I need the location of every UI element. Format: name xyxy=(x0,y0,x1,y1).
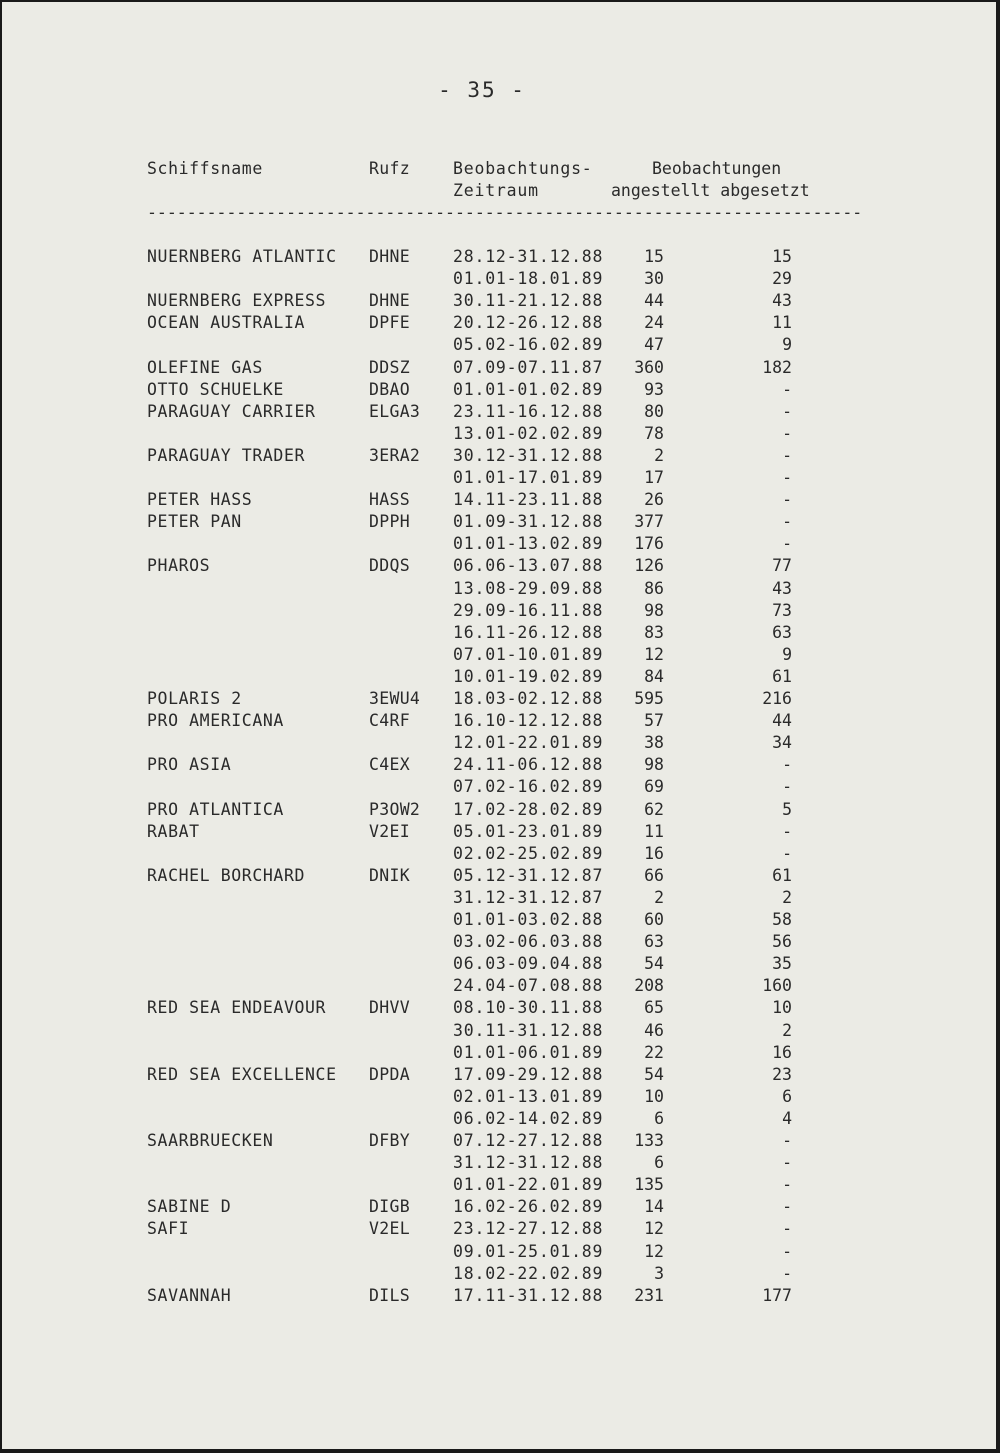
observations-made: 54 xyxy=(644,954,664,974)
observation-period: 02.02-25.02.89 xyxy=(453,843,604,863)
observations-sent: - xyxy=(782,423,792,443)
observation-period: 06.06-13.07.88 xyxy=(453,556,604,576)
observations-made: 12 xyxy=(644,1241,664,1261)
call-sign: 3EWU4 xyxy=(369,689,421,708)
observations-sent: 2 xyxy=(782,1020,792,1040)
observation-period: 30.11-21.12.88 xyxy=(453,291,604,311)
observations-made: 176 xyxy=(634,534,664,554)
observation-period: 16.02-26.02.89 xyxy=(453,1197,604,1217)
observations-made: 595 xyxy=(634,689,664,708)
observations-sent: - xyxy=(782,401,792,421)
observation-period: 01.01-13.02.89 xyxy=(453,534,604,554)
observations-sent: 44 xyxy=(772,711,792,731)
observation-period: 23.11-16.12.88 xyxy=(453,401,604,421)
observations-made: 44 xyxy=(644,291,664,311)
observations-made: 208 xyxy=(634,976,664,996)
observations-sent: 9 xyxy=(782,644,792,664)
call-sign: DPPH xyxy=(369,512,410,532)
observation-period: 10.01-19.02.89 xyxy=(453,666,604,686)
observations-sent: 4 xyxy=(782,1108,792,1128)
observations-sent: 177 xyxy=(762,1285,792,1305)
ship-name: RED SEA ENDEAVOUR xyxy=(147,998,327,1018)
observation-period: 18.02-22.02.89 xyxy=(453,1263,604,1283)
observations-made: 83 xyxy=(644,622,664,642)
observations-made: 78 xyxy=(644,423,664,443)
observations-made: 17 xyxy=(644,468,664,487)
call-sign: V2EL xyxy=(369,1219,410,1239)
observation-period: 01.01-18.01.89 xyxy=(453,269,604,289)
observations-sent: - xyxy=(782,821,792,841)
observation-period: 17.11-31.12.88 xyxy=(453,1285,604,1305)
ship-name: SAARBRUECKEN xyxy=(147,1131,274,1150)
observations-sent: 182 xyxy=(762,357,792,377)
observation-period: 28.12-31.12.88 xyxy=(453,247,604,266)
observation-period: 13.08-29.09.88 xyxy=(453,578,604,598)
observations-made: 38 xyxy=(644,733,664,753)
call-sign: C4EX xyxy=(369,755,410,775)
header-angestellt-abgesetzt: angestellt abgesetzt xyxy=(611,181,810,200)
ship-name: SAFI xyxy=(147,1219,190,1239)
observations-sent: - xyxy=(782,534,792,554)
observations-sent: 73 xyxy=(772,600,792,620)
observations-sent: - xyxy=(782,1131,792,1150)
observations-sent: 5 xyxy=(782,799,792,819)
observations-made: 63 xyxy=(644,932,664,952)
call-sign: HASS xyxy=(369,490,410,510)
call-sign: DPDA xyxy=(369,1064,410,1084)
call-sign: DPFE xyxy=(369,313,410,333)
observations-made: 47 xyxy=(644,335,664,355)
observations-sent: 63 xyxy=(772,622,792,642)
observation-period: 05.12-31.12.87 xyxy=(453,865,604,885)
observations-made: 24 xyxy=(644,313,664,333)
ship-name: SABINE D xyxy=(147,1197,232,1217)
observations-sent: 35 xyxy=(772,954,792,974)
call-sign: 3ERA2 xyxy=(369,445,421,465)
observations-sent: - xyxy=(782,1175,792,1195)
observations-made: 60 xyxy=(644,910,664,929)
observations-made: 66 xyxy=(644,865,664,885)
observations-sent: - xyxy=(782,379,792,399)
observations-made: 10 xyxy=(644,1086,664,1106)
call-sign: P3OW2 xyxy=(369,799,421,819)
observations-sent: - xyxy=(782,490,792,510)
observations-sent: 61 xyxy=(772,666,792,686)
observation-period: 07.01-10.01.89 xyxy=(453,644,604,664)
observation-period: 24.04-07.08.88 xyxy=(453,976,604,996)
observation-period: 05.02-16.02.89 xyxy=(453,335,604,355)
observation-period: 07.02-16.02.89 xyxy=(453,777,604,797)
observations-made: 15 xyxy=(644,247,664,266)
ship-name: NUERNBERG EXPRESS xyxy=(147,291,327,311)
header-zeitraum: Zeitraum xyxy=(453,181,539,200)
observations-made: 6 xyxy=(654,1153,664,1173)
observation-period: 05.01-23.01.89 xyxy=(453,821,604,841)
observations-made: 16 xyxy=(644,843,664,863)
observations-sent: 216 xyxy=(762,689,792,708)
observation-period: 01.01-17.01.89 xyxy=(453,468,604,487)
observation-period: 16.10-12.12.88 xyxy=(453,711,604,731)
observations-made: 231 xyxy=(634,1285,664,1305)
observations-sent: 58 xyxy=(772,910,792,929)
ship-name: OTTO SCHUELKE xyxy=(147,379,284,399)
ship-name: OLEFINE GAS xyxy=(147,357,263,377)
observations-sent: 77 xyxy=(772,556,792,576)
observations-made: 65 xyxy=(644,998,664,1018)
observations-sent: - xyxy=(782,1197,792,1217)
call-sign: V2EI xyxy=(369,821,410,841)
observations-made: 30 xyxy=(644,269,664,289)
call-sign: ELGA3 xyxy=(369,401,421,421)
observations-sent: 43 xyxy=(772,578,792,598)
call-sign: DIGB xyxy=(369,1197,410,1217)
call-sign: DBAO xyxy=(369,379,410,399)
observations-made: 62 xyxy=(644,799,664,819)
call-sign: DDSZ xyxy=(369,357,410,377)
page-number: - 35 - xyxy=(438,78,526,102)
ship-name: SAVANNAH xyxy=(147,1285,232,1305)
observation-period: 08.10-30.11.88 xyxy=(453,998,604,1018)
observations-sent: 56 xyxy=(772,932,792,952)
observations-sent: 29 xyxy=(772,269,792,289)
observation-period: 23.12-27.12.88 xyxy=(453,1219,604,1239)
ship-name: RED SEA EXCELLENCE xyxy=(147,1064,337,1084)
header-beobachtungen: Beobachtungen xyxy=(652,159,782,178)
observations-made: 126 xyxy=(634,556,664,576)
call-sign: DDQS xyxy=(369,556,410,576)
ship-name: PRO ATLANTICA xyxy=(147,799,284,819)
observations-made: 84 xyxy=(644,666,664,686)
observations-made: 98 xyxy=(644,755,664,775)
observations-made: 54 xyxy=(644,1064,664,1084)
observation-period: 12.01-22.01.89 xyxy=(453,733,604,753)
observations-sent: 11 xyxy=(772,313,792,333)
observations-made: 69 xyxy=(644,777,664,797)
call-sign: DNIK xyxy=(369,865,410,885)
observations-made: 93 xyxy=(644,379,664,399)
observations-made: 80 xyxy=(644,401,664,421)
observation-period: 29.09-16.11.88 xyxy=(453,600,604,620)
observations-sent: - xyxy=(782,777,792,797)
observations-made: 12 xyxy=(644,644,664,664)
observation-period: 30.12-31.12.88 xyxy=(453,445,604,465)
observations-sent: - xyxy=(782,512,792,532)
observation-period: 06.02-14.02.89 xyxy=(453,1108,604,1128)
observations-made: 14 xyxy=(644,1197,664,1217)
call-sign: DHNE xyxy=(369,291,410,311)
ship-name: RACHEL BORCHARD xyxy=(147,865,306,885)
observations-made: 57 xyxy=(644,711,664,731)
observations-sent: - xyxy=(782,755,792,775)
observations-sent: 9 xyxy=(782,335,792,355)
observations-sent: 23 xyxy=(772,1064,792,1084)
call-sign: C4RF xyxy=(369,711,410,731)
observations-made: 22 xyxy=(644,1042,664,1062)
observations-sent: 43 xyxy=(772,291,792,311)
call-sign: DHVV xyxy=(369,998,410,1018)
observation-period: 01.09-31.12.88 xyxy=(453,512,604,532)
observation-period: 07.09-07.11.87 xyxy=(453,357,604,377)
header-rule: ------------------------------------------------------------------------ xyxy=(147,203,863,222)
header-schiffsname: Schiffsname xyxy=(147,159,263,178)
observation-period: 07.12-27.12.88 xyxy=(453,1131,604,1150)
observations-made: 86 xyxy=(644,578,664,598)
observation-period: 01.01-22.01.89 xyxy=(453,1175,604,1195)
document-page xyxy=(2,2,996,1449)
observations-sent: - xyxy=(782,843,792,863)
observation-period: 13.01-02.02.89 xyxy=(453,423,604,443)
observation-period: 17.02-28.02.89 xyxy=(453,799,604,819)
observation-period: 20.12-26.12.88 xyxy=(453,313,604,333)
observations-sent: 61 xyxy=(772,865,792,885)
observation-period: 16.11-26.12.88 xyxy=(453,622,604,642)
observation-period: 31.12-31.12.88 xyxy=(453,1153,604,1173)
observations-made: 11 xyxy=(644,821,664,841)
ship-name: PARAGUAY CARRIER xyxy=(147,401,316,421)
observations-sent: 160 xyxy=(762,976,792,996)
observation-period: 18.03-02.12.88 xyxy=(453,689,604,708)
observations-sent: - xyxy=(782,1153,792,1173)
observation-period: 03.02-06.03.88 xyxy=(453,932,604,952)
ship-name: OCEAN AUSTRALIA xyxy=(147,313,306,333)
observation-period: 01.01-06.01.89 xyxy=(453,1042,604,1062)
observations-made: 2 xyxy=(654,887,664,907)
observations-sent: - xyxy=(782,445,792,465)
observations-sent: - xyxy=(782,1263,792,1283)
observation-period: 31.12-31.12.87 xyxy=(453,887,604,907)
observations-made: 98 xyxy=(644,600,664,620)
observations-made: 2 xyxy=(654,445,664,465)
observations-made: 377 xyxy=(634,512,664,532)
ship-name: PARAGUAY TRADER xyxy=(147,445,306,465)
observations-made: 12 xyxy=(644,1219,664,1239)
observations-sent: - xyxy=(782,1241,792,1261)
observations-made: 26 xyxy=(644,490,664,510)
ship-name: RABAT xyxy=(147,821,200,841)
call-sign: DHNE xyxy=(369,247,410,266)
observations-made: 6 xyxy=(654,1108,664,1128)
header-rufz: Rufz xyxy=(369,159,410,178)
ship-name: POLARIS 2 xyxy=(147,689,242,708)
observation-period: 14.11-23.11.88 xyxy=(453,490,604,510)
header-beobachtungs: Beobachtungs- xyxy=(453,159,593,178)
ship-name: PHAROS xyxy=(147,556,211,576)
call-sign: DFBY xyxy=(369,1131,410,1150)
observations-sent: 16 xyxy=(772,1042,792,1062)
ship-name: PETER PAN xyxy=(147,512,242,532)
observations-made: 133 xyxy=(634,1131,664,1150)
ship-name: PRO AMERICANA xyxy=(147,711,284,731)
observations-made: 46 xyxy=(644,1020,664,1040)
observations-made: 3 xyxy=(654,1263,664,1283)
observations-sent: 15 xyxy=(772,247,792,266)
observation-period: 02.01-13.01.89 xyxy=(453,1086,604,1106)
observation-period: 09.01-25.01.89 xyxy=(453,1241,604,1261)
observation-period: 30.11-31.12.88 xyxy=(453,1020,604,1040)
observations-sent: 34 xyxy=(772,733,792,753)
observation-period: 17.09-29.12.88 xyxy=(453,1064,604,1084)
ship-name: PETER HASS xyxy=(147,490,253,510)
observations-sent: - xyxy=(782,468,792,487)
observations-sent: - xyxy=(782,1219,792,1239)
observations-sent: 2 xyxy=(782,887,792,907)
observations-sent: 6 xyxy=(782,1086,792,1106)
observations-made: 135 xyxy=(634,1175,664,1195)
observation-period: 06.03-09.04.88 xyxy=(453,954,604,974)
observations-sent: 10 xyxy=(772,998,792,1018)
observation-period: 01.01-03.02.88 xyxy=(453,910,604,929)
observation-period: 01.01-01.02.89 xyxy=(453,379,604,399)
call-sign: DILS xyxy=(369,1285,410,1305)
ship-name: NUERNBERG ATLANTIC xyxy=(147,247,337,266)
ship-name: PRO ASIA xyxy=(147,755,232,775)
observations-made: 360 xyxy=(634,357,664,377)
observation-period: 24.11-06.12.88 xyxy=(453,755,604,775)
